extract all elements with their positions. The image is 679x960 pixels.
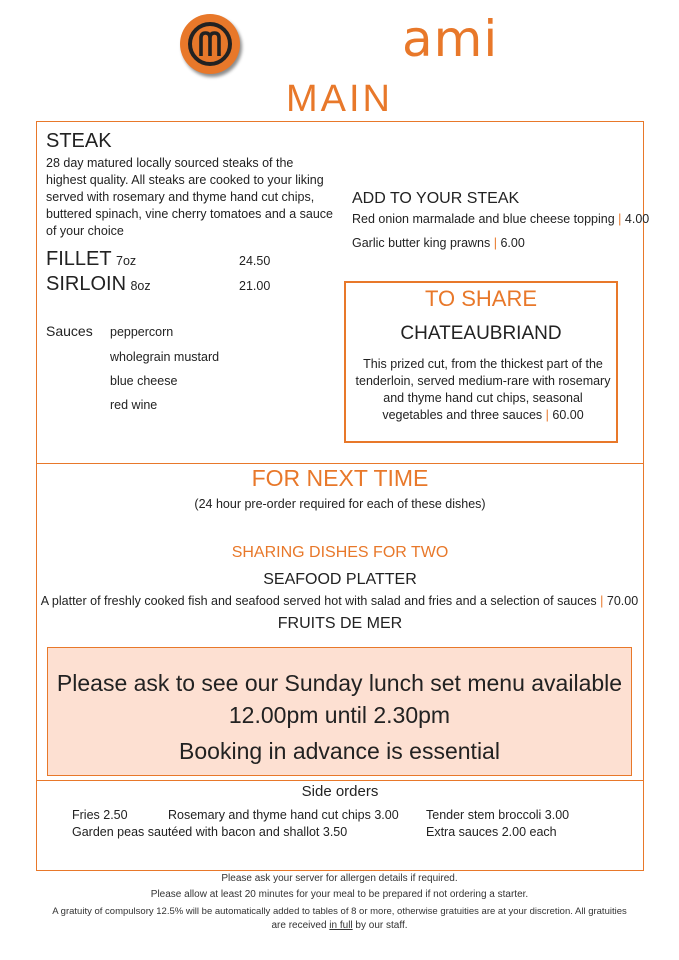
- to-share-box: [344, 281, 618, 443]
- add-on-price: 6.00: [500, 236, 525, 250]
- steak-description: 28 day matured locally sourced steaks of the highest quality. All steaks are cooked to your liking served with rosemary and thyme hand cut chips, buttered spinach, vine cherry tomatoes and a sauce of your choice: [46, 156, 333, 238]
- add-on-name: Garlic butter king prawns: [352, 236, 491, 250]
- sunday-lunch-notice: [47, 647, 632, 776]
- seafood-price: 70.00: [606, 594, 639, 608]
- fruits-de-mer-heading: FRUITS DE MER: [277, 615, 403, 632]
- chateaubriand-price: 60.00: [552, 408, 584, 422]
- pre-order-note: (24 hour pre-order required for each of these dishes): [194, 497, 486, 511]
- gratuity-underlined: in full: [329, 920, 353, 931]
- gratuity-text-end: by our staff.: [352, 920, 408, 931]
- add-to-steak-heading: ADD TO YOUR STEAK: [352, 190, 520, 207]
- side-item: Tender stem broccoli 3.00: [426, 808, 570, 822]
- cut-name: FILLET: [46, 248, 112, 270]
- allergen-note: Please ask your server for allergen details if required.: [221, 873, 458, 884]
- seafood-platter-description: A platter of freshly cooked fish and seafood served hot with salad and fries and a selection of sauces | 70.00: [40, 594, 639, 608]
- gratuity-note-line-2: [0, 920, 679, 931]
- wait-time-note: Please allow at least 20 minutes for your meal to be prepared if not ordering a starter.: [150, 889, 529, 900]
- add-on-item: Garlic butter king prawns | 6.00: [352, 236, 525, 250]
- orange-circle-m-logo-icon: [180, 14, 240, 74]
- add-on-price: 4.00: [624, 212, 650, 226]
- cut-price: 24.50: [239, 254, 271, 268]
- cut-sirloin: [46, 273, 151, 296]
- cut-fillet: [46, 248, 136, 271]
- side-item: Fries 2.50: [72, 808, 128, 822]
- sauce-item: red wine: [110, 398, 158, 412]
- seafood-text: A platter of freshly cooked fish and seafood served hot with salad and fries and a selection of sauces: [40, 594, 597, 608]
- sunday-line-2: 12.00pm until 2.30pm: [228, 702, 451, 728]
- seafood-platter-heading: SEAFOOD PLATTER: [263, 571, 417, 588]
- cut-size: 8oz: [130, 279, 151, 293]
- sunday-line-3: Booking in advance is essential: [179, 738, 500, 764]
- side-orders-heading: Side orders: [301, 783, 379, 800]
- side-item: Rosemary and thyme hand cut chips 3.00: [168, 808, 399, 822]
- steak-heading: STEAK: [46, 130, 112, 152]
- to-share-heading: TO SHARE: [424, 286, 538, 311]
- chateaubriand-description: This prized cut, from the thickest part of the tenderloin, served medium-rare with rosemary and thyme hand cut chips, seasonal vegetables and three sauces | 60.00: [355, 357, 611, 422]
- sauce-item: wholegrain mustard: [110, 350, 220, 364]
- side-item: Garden peas sautéed with bacon and shallot 3.50: [72, 825, 348, 839]
- add-on-name: Red onion marmalade and blue cheese topping: [352, 212, 615, 226]
- sauce-item: peppercorn: [110, 325, 174, 339]
- sunday-line-1: Please ask to see our Sunday lunch set menu available: [56, 670, 623, 696]
- side-item: Extra sauces 2.00 each: [426, 825, 557, 839]
- cut-price: 21.00: [239, 279, 271, 293]
- gratuity-text: are received: [271, 920, 330, 931]
- gratuity-note-line-1: A gratuity of compulsory 12.5% will be automatically added to tables of 8 or more, otherwise gratuities are at your discretion. All gratuities: [52, 906, 627, 917]
- brand-name: ami: [402, 10, 499, 68]
- add-on-item: Red onion marmalade and blue cheese topping | 4.00: [352, 212, 650, 226]
- page-title: MAIN: [286, 78, 393, 120]
- sharing-dishes-heading: SHARING DISHES FOR TWO: [231, 544, 449, 561]
- chateaubriand-text: This prized cut, from the thickest part of the tenderloin, served medium-rare with rosemary and thyme hand cut chips, seasonal vegetables and three sauces: [355, 357, 611, 422]
- chateaubriand-heading: CHATEAUBRIAND: [400, 323, 562, 344]
- next-time-heading: FOR NEXT TIME: [251, 465, 429, 491]
- cut-name: SIRLOIN: [46, 273, 127, 295]
- sauces-label: Sauces: [46, 323, 93, 339]
- sauce-item: blue cheese: [110, 374, 178, 388]
- cut-size: 7oz: [116, 254, 137, 268]
